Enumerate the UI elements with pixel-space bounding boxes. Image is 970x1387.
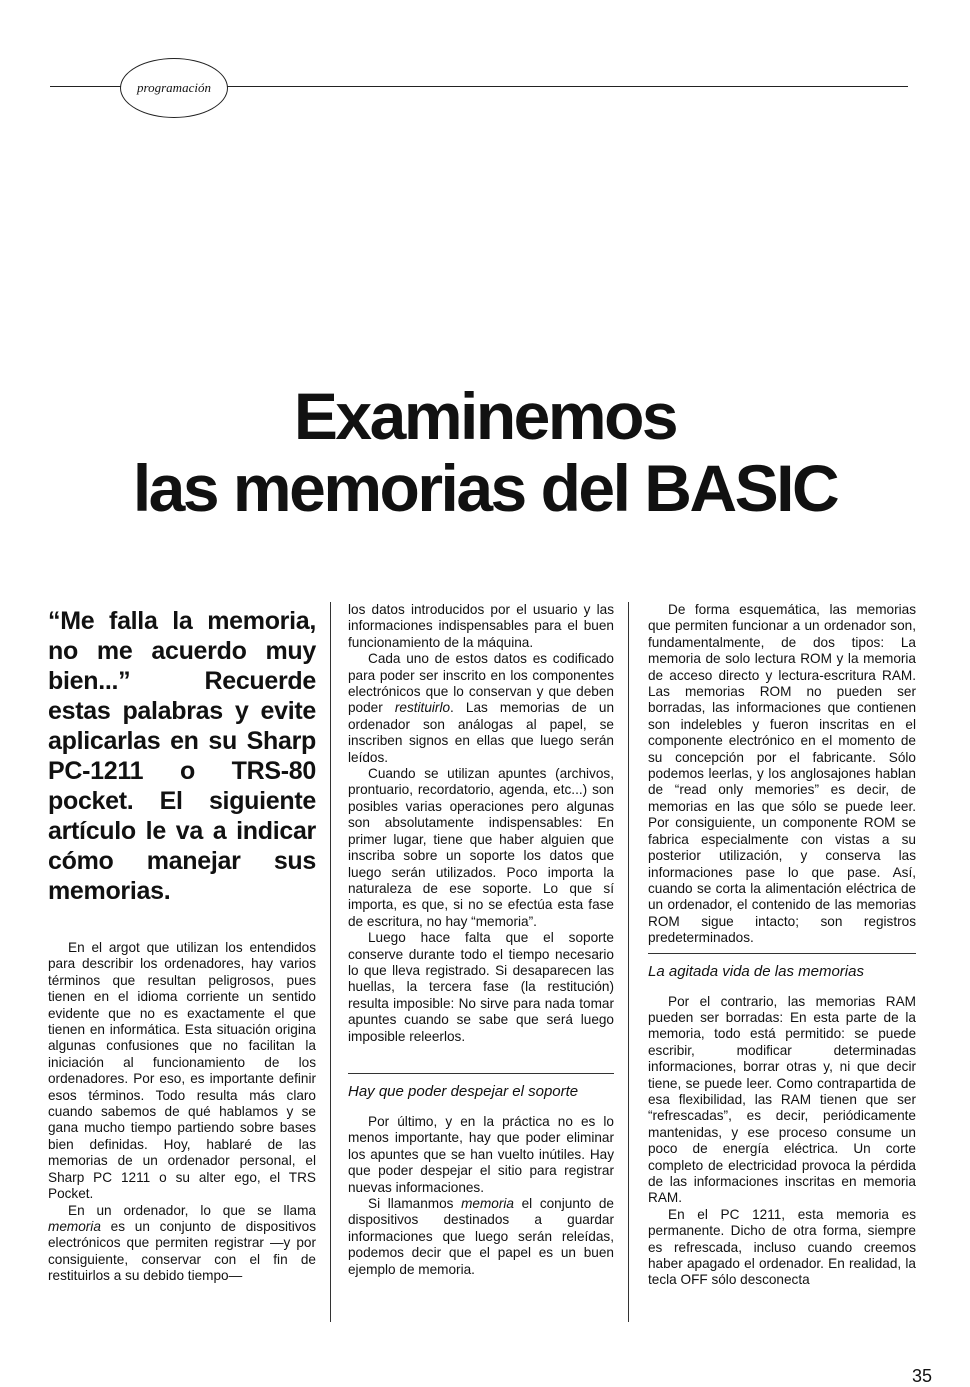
body-paragraph: Si llamanmos memoria el conjunto de dispositivos destinados a guardar informaciones que luego serán releídas, podemos decir que el papel es un buen ejemplo de memoria. [348, 1196, 614, 1277]
subheading-despejar-soporte: Hay que poder despejar el soporte [348, 1073, 614, 1102]
article-headline [60, 380, 910, 524]
body-paragraph: En el argot que utilizan los entendidos para describir los ordenadores, hay varios términos que resultan peligrosos, pues tienen en el idioma corriente un sentido evidente que no es exactamente el que tienen en informática. Esta situación origina algunas confusiones que no facilitan la iniciación al funcionamiento de los ordenadores. Por eso, es importante definir esos términos. Todo resulta más claro cuando sabemos de qué hablamos y se gana mucho tiempo partiendo sobre bases bien definidas. Hoy, hablaré de las memorias de un ordenador personal, el Sharp PC 1211 o su alter ego, el TRS Pocket. [48, 940, 316, 1202]
body-paragraph: Luego hace falta que el soporte conserve durante todo el tiempo necesario lo que lleva registrado. Si desaparecen las huellas, la tercera fase (la restitución) resulta imposible: No sirve para nada tomar apuntes cuando se sabe que será luego imposible releerlos. [348, 930, 614, 1044]
column-divider-1 [330, 602, 331, 1322]
page-number: 35 [912, 1366, 933, 1386]
body-paragraph: los datos introducidos por el usuario y las informaciones indispensables para el buen funcionamiento de la máquina. [348, 602, 614, 650]
body-paragraph: En un ordenador, lo que se llama memoria es un conjunto de dispositivos electrónicos que permiten registrar —y por consiguiente, conservar con el fin de restituirlos a su debido tiempo— [48, 1202, 316, 1284]
column-divider-2 [628, 602, 629, 1322]
body-paragraph: Por el contrario, las memorias RAM pueden ser borradas: En esta parte de la memoria, todo está permitido: se puede escribir, modificar determinadas informaciones, borrar otras y, ni que decir tiene, se puede leer. Como contrapartida de esa flexibilidad, las RAM tienen que ser “refrescadas”, es decir, periódicamente mantenidas, y ese proceso consume un poco de energía eléctrica. Un corte completo de electricidad provoca la pérdida de las informaciones inscritas en memoria RAM. [648, 993, 916, 1206]
headline-line-2: las memorias del BASIC [132, 451, 838, 525]
article-lead: “Me falla la memoria, no me acuerdo muy bien...” Recuerde estas palabras y evite aplicarlas en su Sharp PC-1211 o TRS-80 pocket. El siguiente artículo le va a indicar cómo manejar sus memorias. [48, 607, 316, 905]
body-paragraph: En el PC 1211, esta memoria es permanente. Dicho de otra forma, siempre es refrescada, incluso cuando creemos haber apagado el ordenador. En realidad, la tecla OFF sólo desconecta [648, 1206, 916, 1288]
body-paragraph: Cuando se utilizan apuntes (archivos, prontuario, recordatorio, agenda, etc...) son posibles varias operaciones pero algunas son absolutamente indispensables: En primer lugar, tiene que haber alguien que inscriba sobre un soporte los datos que luego serán utilizados. Poco importa la naturaleza de ese soporte. Lo que sí importa, es que, si no se efectúa esta fase de escritura, no hay “memoria”. [348, 766, 614, 929]
subheading-agitada-vida: La agitada vida de las memorias [648, 953, 916, 982]
body-paragraph: De forma esquemática, las memorias que permiten funcionar a un ordenador son, fundamentalmente, de dos tipos: La memoria de solo lectura ROM y la memoria de acceso directo y lectura-escritura RAM. Las memorias ROM no pueden ser borradas, las informaciones que contienen son indelebles y fueron inscritas en el componente electrónico en el momento de su concepción por el fabricante. Sólo podemos leerlas, y los anglosajones hablan de “read only memories” es decir, de memorias en las que sólo se puede leer. Por consiguiente, un componente ROM se fabrica especialmente con vistas a su posterior utilización, y conserva las informaciones pase lo que pase. Así, cuando se corta la alimentación eléctrica de un ordenador, el contenido de las memorias ROM sigue intacto; son registros predeterminados. [648, 602, 916, 946]
article-column-3 [648, 602, 916, 1289]
article-column-1 [48, 602, 316, 1285]
headline-line-1: Examinemos [293, 379, 677, 453]
body-paragraph: Cada uno de estos datos es codificado para poder ser inscrito en los componentes electrónicos que lo conservan y que deben poder restituirlo. Las memorias de un ordenador son análogas al papel, se inscriben signos en ellas que luego serán leídos. [348, 651, 615, 765]
article-column-2 [348, 602, 614, 1278]
body-paragraph: Por último, y en la práctica no es lo menos importante, hay que poder eliminar los apuntes que se han vuelto inútiles. Hay que poder despejar el sitio para registrar nuevas informaciones. [348, 1113, 614, 1195]
section-tag-label: programación [137, 80, 211, 95]
section-tag [120, 58, 228, 118]
